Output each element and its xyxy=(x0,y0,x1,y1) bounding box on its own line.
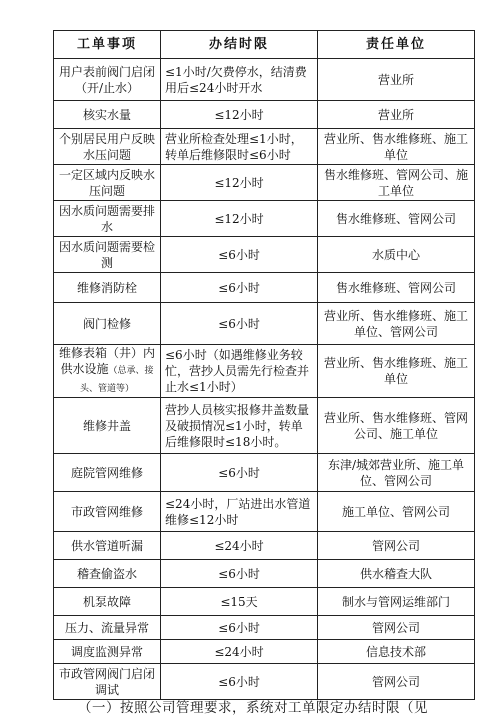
cell-item xyxy=(54,616,161,640)
cell-item xyxy=(54,129,161,165)
cell-item xyxy=(54,345,161,398)
cell-item xyxy=(54,101,161,129)
item-text: 压力、流量异常 xyxy=(64,620,149,635)
table-row xyxy=(54,345,475,398)
cell-unit: 售水维修班、管网公司 xyxy=(318,201,475,237)
cell-limit: 营抄人员核实报修井盖数量及破损情况≤1小时，转单后维修限时≤18小时。 xyxy=(161,398,318,454)
item-text: 维修表箱（井）内供水设施 xyxy=(58,346,155,376)
cell-unit: 营业所 xyxy=(318,59,475,101)
table-row xyxy=(54,492,475,532)
item-text: 供水管道听漏 xyxy=(70,538,143,553)
item-text: 稽查偷盗水 xyxy=(76,566,137,581)
cell-unit: 管网公司 xyxy=(318,664,475,700)
cell-item xyxy=(54,59,161,101)
cell-unit: 营业所、售水维修班、施工单位、管网公司 xyxy=(318,303,475,345)
item-text: 阀门检修 xyxy=(82,316,131,331)
table-row xyxy=(54,398,475,454)
cell-unit: 管网公司 xyxy=(318,616,475,640)
item-text: 因水质问题需要检测 xyxy=(58,239,155,270)
cell-limit: ≤12小时 xyxy=(161,201,318,237)
item-text: 机泵故障 xyxy=(82,594,131,609)
item-text: 个别居民用户反映水压问题 xyxy=(58,131,155,162)
header-item: 工单事项 xyxy=(54,31,161,59)
cell-limit: ≤6小时 xyxy=(161,303,318,345)
table-row xyxy=(54,237,475,273)
cell-unit: 施工单位、管网公司 xyxy=(318,492,475,532)
cell-unit: 售水维修班、管网公司 xyxy=(318,273,475,303)
item-text: 因水质问题需要排水 xyxy=(58,203,155,234)
table-row xyxy=(54,664,475,700)
table-header-row xyxy=(54,31,475,59)
cell-item xyxy=(54,165,161,201)
item-text: 庭院管网维修 xyxy=(70,465,143,480)
cell-limit: ≤12小时 xyxy=(161,101,318,129)
table-row xyxy=(54,560,475,588)
cell-limit: ≤6小时 xyxy=(161,560,318,588)
cell-item xyxy=(54,664,161,700)
cell-unit: 东津/城郊营业所、施工单位、管网公司 xyxy=(318,454,475,492)
table-body xyxy=(54,59,475,700)
item-text: 核实水量 xyxy=(82,107,131,122)
table-row xyxy=(54,532,475,560)
item-text: 一定区域内反映水压问题 xyxy=(58,167,155,198)
cell-item xyxy=(54,273,161,303)
item-note: （总承、接头、管道等） xyxy=(79,366,154,394)
cell-unit: 营业所、售水维修班、施工单位 xyxy=(318,345,475,398)
cell-limit: ≤6小时 xyxy=(161,616,318,640)
cell-item xyxy=(54,303,161,345)
cell-item xyxy=(54,201,161,237)
item-text: 用户表前阀门启闭（开/止水） xyxy=(58,64,155,95)
table-row xyxy=(54,588,475,616)
work-order-table xyxy=(53,30,475,700)
cell-limit: ≤24小时 xyxy=(161,640,318,664)
cell-unit: 营业所 xyxy=(318,101,475,129)
table-row xyxy=(54,201,475,237)
footer-paragraph: （一）按照公司管理要求，系统对工单限定办结时限（见 xyxy=(78,700,428,716)
cell-item xyxy=(54,237,161,273)
table-row xyxy=(54,640,475,664)
cell-limit: 营业所检查处理≤1小时，转单后维修限时≤6小时 xyxy=(161,129,318,165)
cell-limit: ≤1小时/欠费停水，结清费用后≤24小时开水 xyxy=(161,59,318,101)
cell-item xyxy=(54,398,161,454)
cell-unit: 管网公司 xyxy=(318,532,475,560)
cell-item xyxy=(54,492,161,532)
cell-item xyxy=(54,560,161,588)
cell-item xyxy=(54,454,161,492)
cell-unit: 制水与管网运维部门 xyxy=(318,588,475,616)
cell-unit: 水质中心 xyxy=(318,237,475,273)
cell-limit: ≤15天 xyxy=(161,588,318,616)
cell-unit: 营业所、售水维修班、施工单位 xyxy=(318,129,475,165)
table-row xyxy=(54,129,475,165)
table-row xyxy=(54,303,475,345)
item-text: 维修消防栓 xyxy=(76,280,137,295)
table-row xyxy=(54,59,475,101)
cell-limit: ≤24小时，厂站进出水管道维修≤12小时 xyxy=(161,492,318,532)
cell-unit: 供水稽查大队 xyxy=(318,560,475,588)
table-row xyxy=(54,165,475,201)
cell-limit: ≤6小时 xyxy=(161,273,318,303)
cell-item xyxy=(54,640,161,664)
header-unit: 责任单位 xyxy=(318,31,475,59)
cell-item xyxy=(54,532,161,560)
cell-limit: ≤6小时 xyxy=(161,237,318,273)
item-text: 维修井盖 xyxy=(82,418,131,433)
table-row xyxy=(54,616,475,640)
cell-limit: ≤6小时（如遇维修业务较忙，营抄人员需先行检查并止水≤1小时） xyxy=(161,345,318,398)
cell-unit: 信息技术部 xyxy=(318,640,475,664)
cell-limit: ≤6小时 xyxy=(161,664,318,700)
table-row xyxy=(54,273,475,303)
item-text: 调度监测异常 xyxy=(70,644,143,659)
cell-limit: ≤24小时 xyxy=(161,532,318,560)
cell-unit: 营业所、售水维修班、管网公司、施工单位 xyxy=(318,398,475,454)
cell-limit: ≤12小时 xyxy=(161,165,318,201)
cell-limit: ≤6小时 xyxy=(161,454,318,492)
header-limit: 办结时限 xyxy=(161,31,318,59)
table-row xyxy=(54,454,475,492)
cell-unit: 售水维修班、管网公司、施工单位 xyxy=(318,165,475,201)
cell-item xyxy=(54,588,161,616)
item-text: 市政管网阀门启闭调试 xyxy=(58,666,155,697)
table-row xyxy=(54,101,475,129)
item-text: 市政管网维修 xyxy=(70,504,143,519)
